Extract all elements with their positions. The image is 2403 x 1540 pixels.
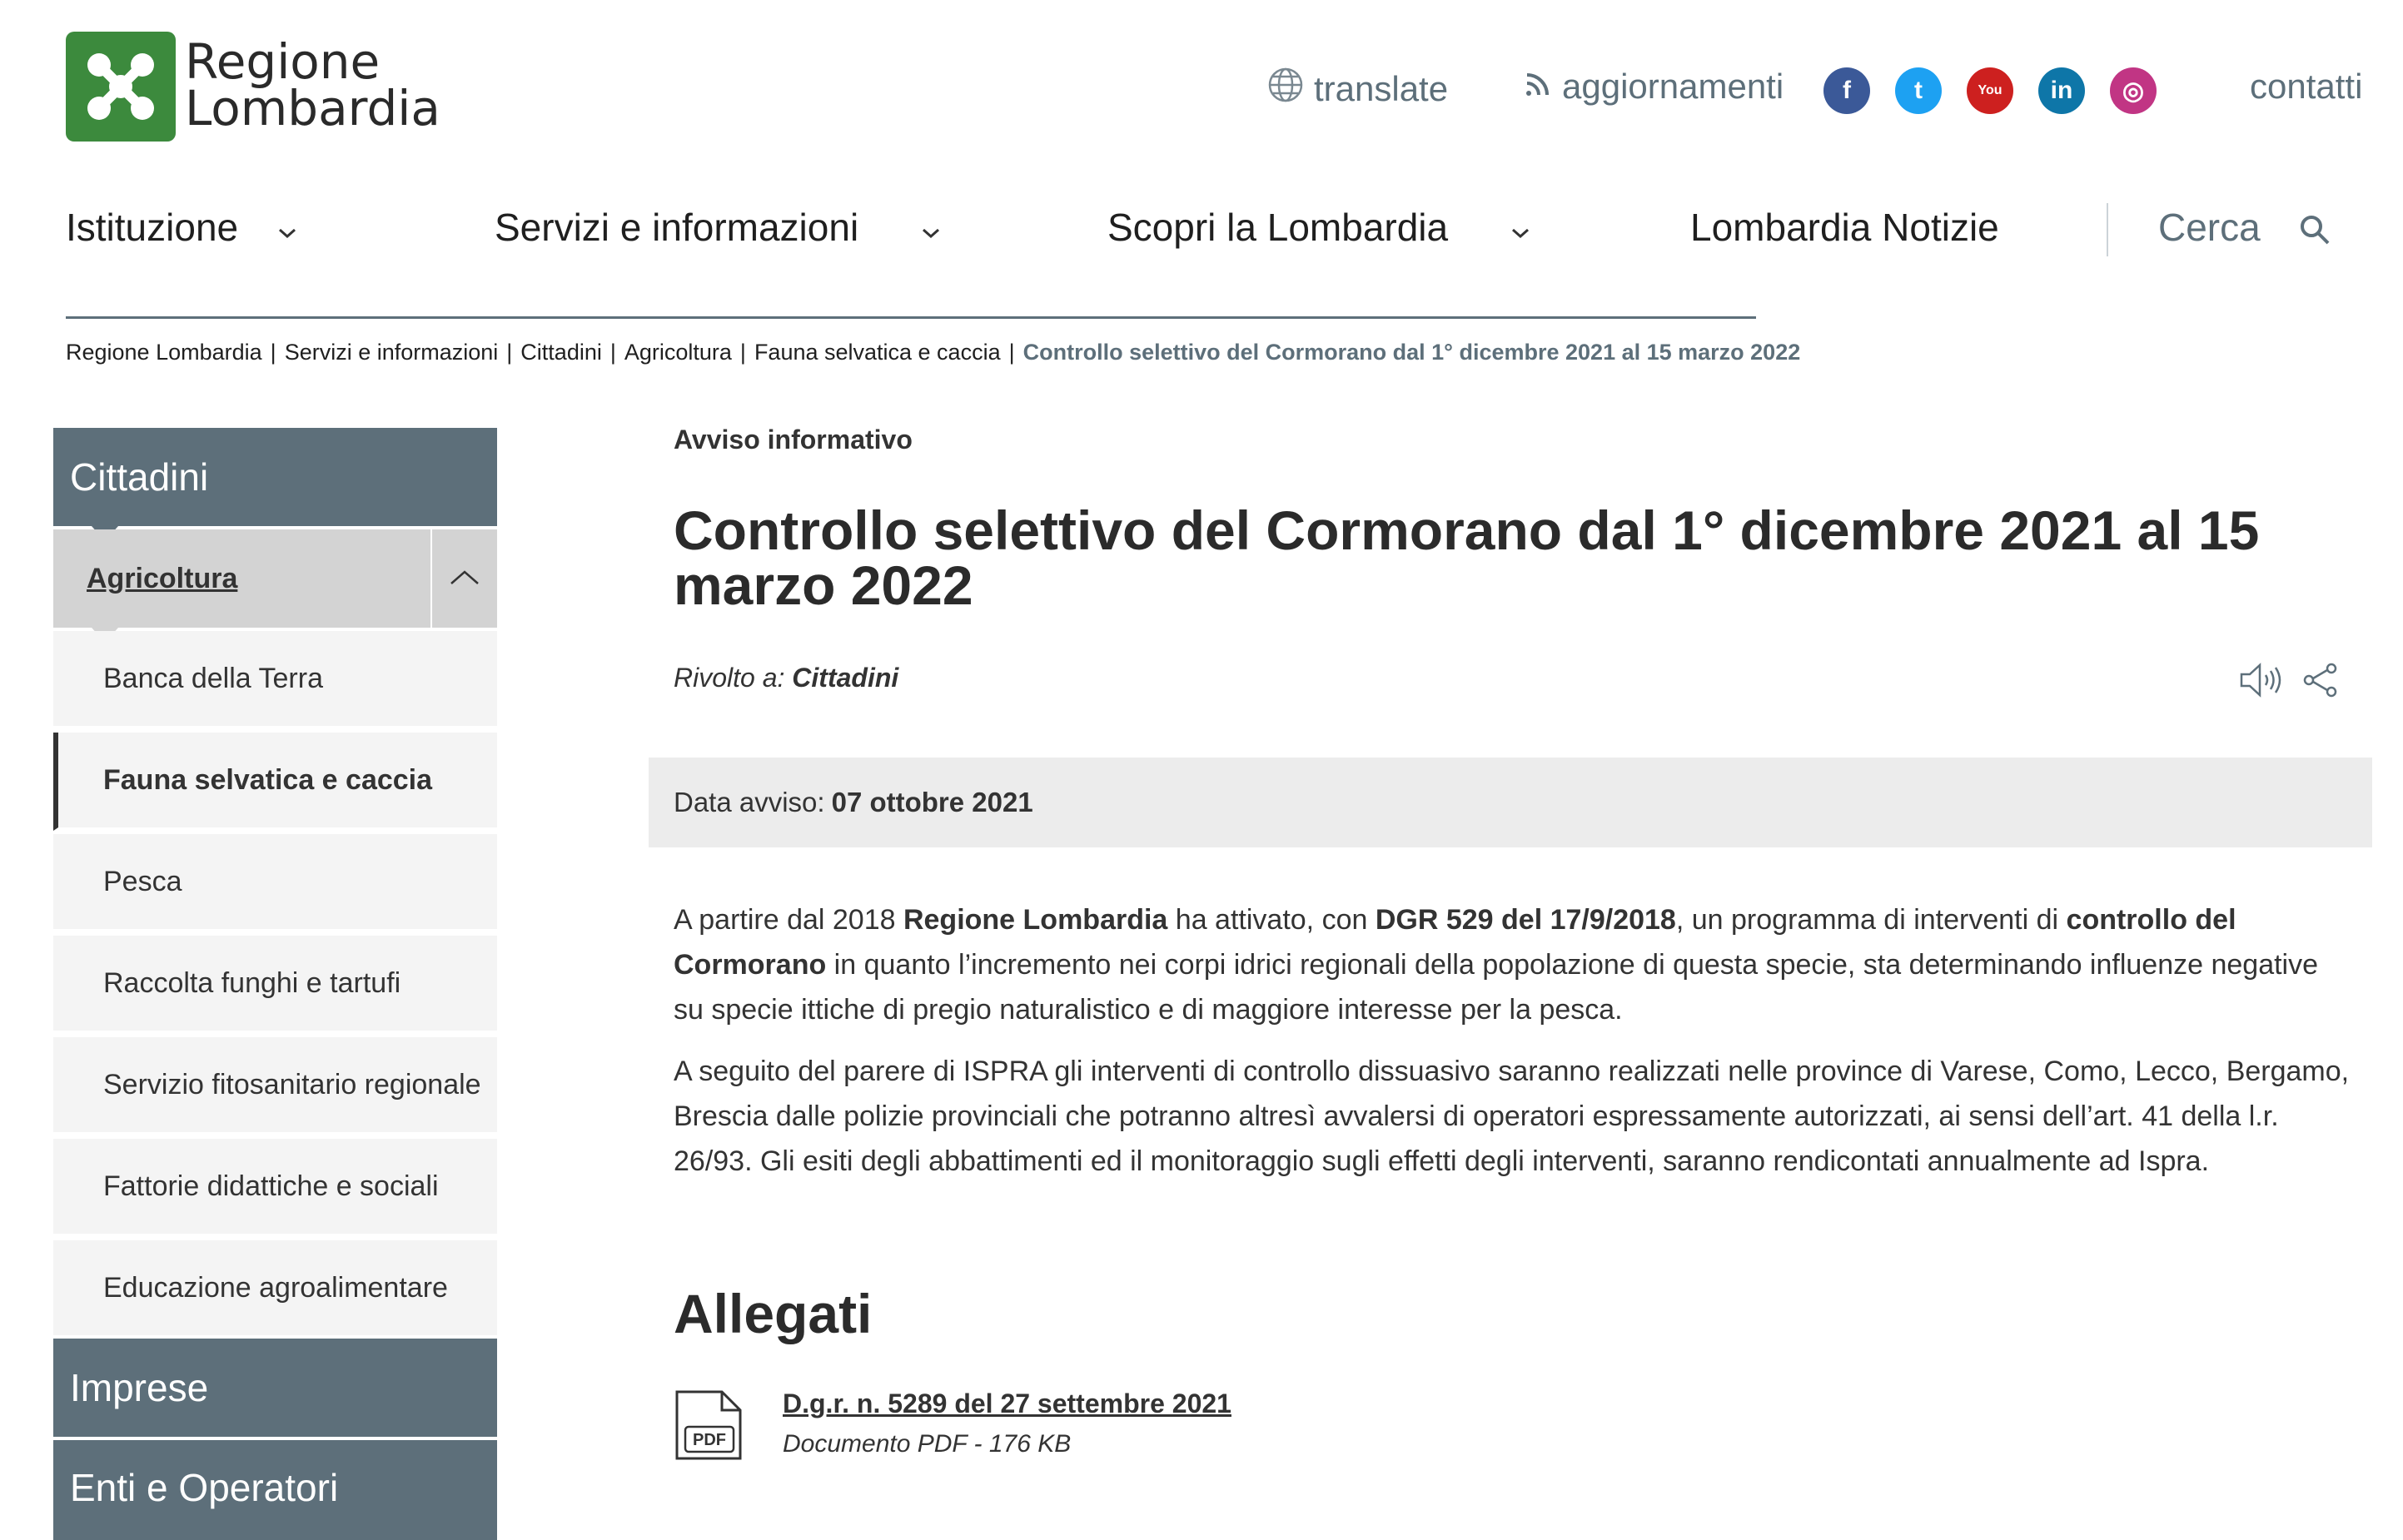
nav-label: Lombardia Notizie [1690, 206, 1999, 249]
chevron-up-icon [448, 567, 481, 591]
linkedin-glyph: in [2050, 77, 2073, 104]
chevron-down-icon [920, 205, 942, 250]
nav-label: Istituzione [66, 206, 239, 249]
text-run: , un programma di interventi di [1675, 904, 2067, 936]
sidebar-item-fauna[interactable] [53, 733, 497, 831]
share-icon[interactable] [2301, 661, 2340, 703]
text-run: A partire dal 2018 [674, 904, 903, 936]
translate-label: translate [1314, 69, 1449, 108]
nav-underline [66, 316, 1756, 319]
text-run: ha attivato, con [1167, 904, 1376, 936]
pdf-file-icon[interactable] [674, 1388, 745, 1466]
text-bold: DGR 529 del 17/9/2018 [1375, 904, 1676, 936]
chevron-down-icon [1510, 205, 1531, 250]
facebook-glyph: f [1843, 77, 1851, 104]
nav-divider [2107, 203, 2108, 256]
sidebar-item-banca-terra[interactable] [53, 631, 497, 729]
breadcrumb-separator: | [270, 340, 276, 365]
logo-text[interactable] [185, 33, 440, 137]
nav-item-notizie[interactable] [1690, 205, 1999, 250]
text-bold: Regione Lombardia [903, 904, 1168, 936]
text-run: in quanto l’incremento nei corpi idrici regionali della popolazione di questa specie, sta determinando influenze negative su specie ittiche di pregio naturalistico e di maggiore interesse per la pesca. [674, 949, 2319, 1026]
content-type-label: Avviso informativo [674, 425, 913, 455]
date-label: Data avviso: [674, 787, 825, 817]
sidebar-subsection-agricoltura[interactable]: Agricoltura [53, 529, 430, 628]
breadcrumb-separator: | [609, 340, 616, 365]
sidebar-item-label: Educazione agroalimentare [103, 1271, 448, 1304]
body-paragraph-2: A seguito del parere di ISPRA gli interventi di controllo dissuasivo saranno realizzati nelle province di Varese, Como, Lecco, Bergamo, Brescia dalle polizie provinciali che potranno altresì avvalersi di operatori espressamente autorizzati, ai sensi dell’art. 41 della l.r. 26/93. Gli esiti degli abbattimenti ed il monitoraggio sugli effetti degli interventi, saranno rendicontati annualmente ad Ispra. [674, 1056, 2350, 1177]
globe-icon [1267, 67, 1304, 112]
sidebar-item-fitosanitario[interactable] [53, 1037, 497, 1135]
text-bold: controllo del Cormorano [674, 904, 2236, 981]
search-icon[interactable] [2298, 213, 2333, 252]
sidebar-item-label: Servizio fitosanitario regionale [103, 1068, 481, 1100]
sidebar-section-enti[interactable]: Enti e Operatori [53, 1440, 497, 1540]
facebook-icon[interactable] [1823, 67, 1870, 114]
nav-item-scopri[interactable] [1107, 205, 1531, 250]
logo-line-2: Lombardia [185, 80, 440, 137]
attachment-meta: Documento PDF - 176 KB [783, 1430, 1072, 1458]
breadcrumb-separator: | [1008, 340, 1015, 365]
sidebar-item-label: Raccolta funghi e tartufi [103, 966, 401, 999]
instagram-icon[interactable] [2110, 67, 2157, 114]
linkedin-icon[interactable] [2038, 67, 2085, 114]
sidebar-item-funghi[interactable] [53, 936, 497, 1034]
sidebar-section-cittadini[interactable]: Cittadini [53, 428, 497, 526]
sidebar-item-label: Fattorie didattiche e sociali [103, 1170, 439, 1202]
chevron-down-icon [276, 205, 298, 250]
breadcrumb-separator: | [739, 340, 746, 365]
attachment-link[interactable]: D.g.r. n. 5289 del 27 settembre 2021 [783, 1388, 1231, 1418]
twitter-icon[interactable] [1895, 67, 1942, 114]
date-value: 07 ottobre 2021 [831, 787, 1033, 817]
speaker-icon[interactable] [2238, 661, 2285, 703]
sidebar-item-fattorie[interactable] [53, 1139, 497, 1237]
contacts-link[interactable] [2250, 67, 2362, 107]
updates-label: aggiornamenti [1562, 67, 1784, 106]
sidebar-item-educazione[interactable] [53, 1240, 497, 1339]
updates-link[interactable] [1524, 67, 1784, 107]
audience-label: Rivolto a: [674, 663, 785, 693]
attachments-heading: Allegati [674, 1283, 873, 1344]
breadcrumb-item[interactable]: Fauna selvatica e caccia [754, 340, 1001, 365]
breadcrumb-current: Controllo selettivo del Cormorano dal 1° dicembre 2021 al 15 marzo 2022 [1022, 340, 1801, 365]
nav-item-istituzione[interactable] [66, 205, 298, 250]
breadcrumb-item[interactable]: Servizi e informazioni [284, 340, 499, 365]
nav-label: Scopri la Lombardia [1107, 206, 1449, 249]
sidebar-item-label: Pesca [103, 865, 182, 897]
logo-line-1: Regione [185, 33, 381, 90]
instagram-glyph: ◎ [2122, 77, 2145, 105]
breadcrumb-item[interactable]: Regione Lombardia [66, 340, 262, 365]
sidebar-item-label: Banca della Terra [103, 662, 323, 694]
contacts-label: contatti [2250, 67, 2363, 106]
body-paragraph-1 [674, 897, 2356, 1032]
breadcrumb-separator: | [506, 340, 513, 365]
page-title: Controllo selettivo del Cormorano dal 1° dicembre 2021 al 15 marzo 2022 [674, 499, 2260, 616]
collapse-toggle[interactable] [432, 529, 497, 628]
audience-value[interactable]: Cittadini [792, 663, 899, 693]
search-input[interactable]: Cerca [2158, 206, 2261, 249]
breadcrumb-item[interactable]: Agricoltura [624, 340, 732, 365]
rss-icon [1524, 67, 1552, 107]
breadcrumb-item[interactable]: Cittadini [520, 340, 602, 365]
notice-date [649, 758, 2372, 847]
logo-mark[interactable] [66, 32, 176, 142]
audience [674, 663, 898, 693]
sidebar-item-pesca[interactable] [53, 834, 497, 932]
breadcrumb [66, 340, 1800, 365]
pdf-icon-label: PDF [693, 1431, 726, 1449]
youtube-glyph: You [1978, 83, 2002, 97]
sidebar-section-imprese[interactable]: Imprese [53, 1339, 497, 1437]
twitter-glyph: t [1914, 77, 1923, 104]
nav-label: Servizi e informazioni [495, 206, 859, 249]
translate-link[interactable] [1267, 67, 1448, 112]
sidebar-item-label: Fauna selvatica e caccia [103, 763, 433, 796]
youtube-icon[interactable] [1967, 67, 2013, 114]
nav-item-servizi[interactable] [495, 205, 942, 250]
